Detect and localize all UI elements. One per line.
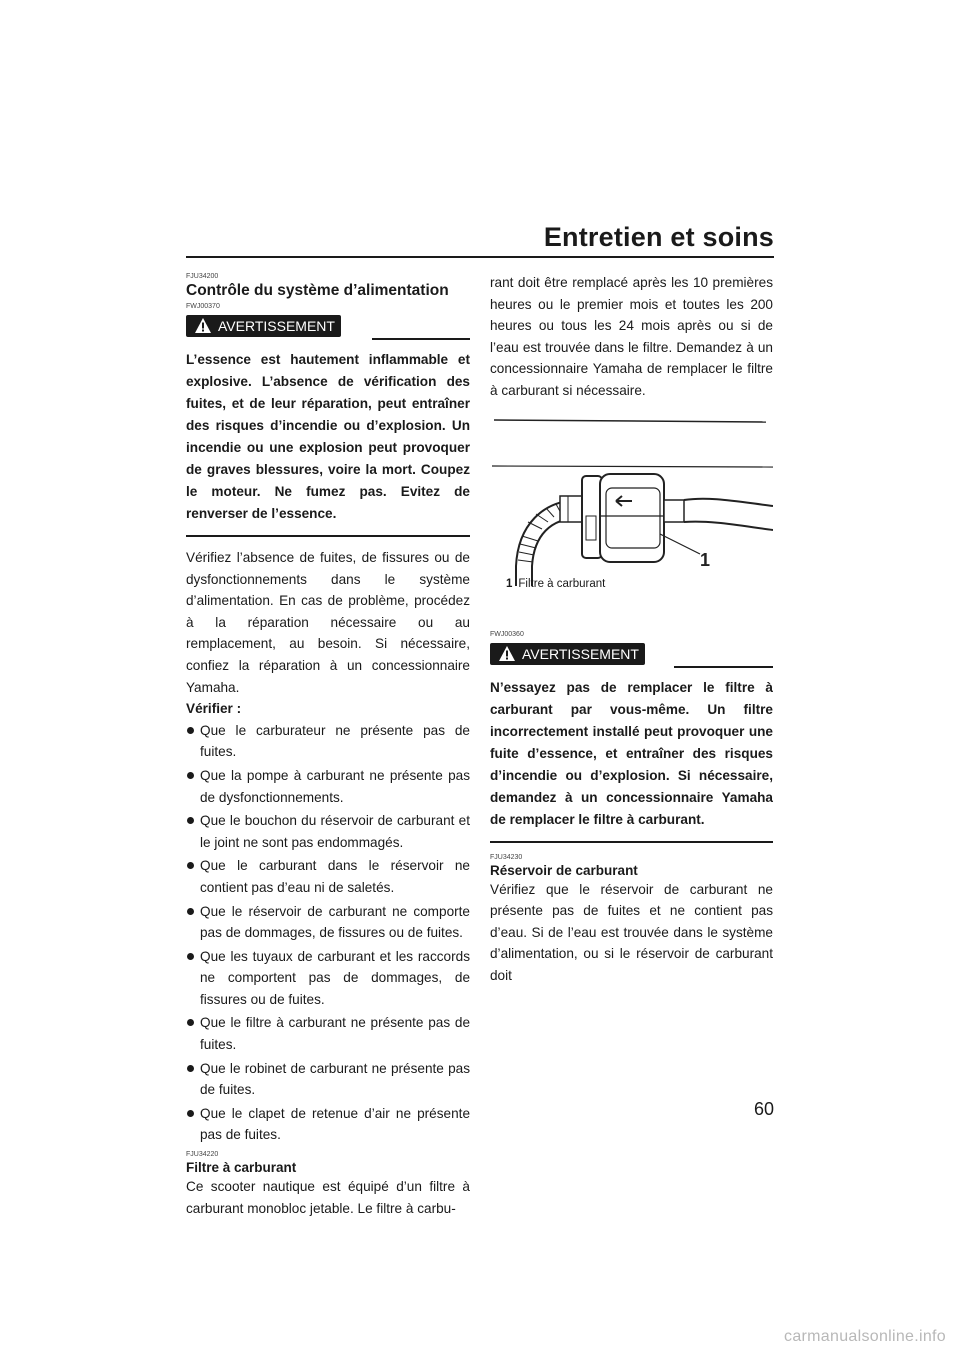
section-title-fuel-filter: Filtre à carburant	[186, 1160, 297, 1176]
check-label: Vérifier :	[186, 701, 242, 717]
check-list	[186, 720, 470, 1146]
paragraph: Vérifiez l’absence de fuites, de fissures ou de dysfonctionnements dans le système d’alimentation. En cas de problème, procédez à la réparation nécessaire ou au remplacement, au besoin. Si nécessaire, confiez la réparation à un concessionnaire Yamaha.	[186, 550, 470, 695]
warning-triangle-icon	[194, 317, 212, 334]
paragraph: rant doit être remplacé après les 10 premières heures ou le premier mois et toutes les 200 heures ou tous les 24 mois après ou si de l’eau est trouvée dans le filtre. Demandez à un concessionnaire Yamaha de remplacer le filtre à carburant si nécessaire.	[490, 275, 773, 398]
warning-rule	[674, 666, 773, 668]
paragraph: Ce scooter nautique est équipé d’un filtre à carburant monobloc jetable. Le filtre à carbu-	[186, 1179, 470, 1216]
warning-label: AVERTISSEMENT	[218, 318, 335, 334]
warning-bottom-rule	[490, 841, 773, 843]
left-column	[186, 272, 470, 1219]
section-code: FJU34200	[186, 273, 219, 280]
caption-text: Filtre à carburant	[518, 577, 606, 590]
fuel-filter-figure	[490, 416, 773, 606]
right-column	[490, 272, 773, 987]
page-title: Entretien et soins	[543, 222, 774, 252]
warning-rule	[372, 338, 470, 340]
list-item: Que le bouchon du réservoir de carburant et le joint ne sont pas endommagés.	[186, 810, 470, 853]
warning-text: N’essayez pas de remplacer le filtre à carburant par vous-même. Un filtre incorrectement installé peut provoquer une fuite d’essence, et entraîner des risques d’incendie ou d’explosion. Si nécessaire, demandez à un concessionnaire Yamaha de remplacer le filtre à carburant.	[490, 679, 773, 827]
section-code: FJU34230	[490, 853, 523, 861]
list-item: Que le robinet de carburant ne présente pas de fuites.	[186, 1058, 470, 1101]
list-item: Que le réservoir de carburant ne comporte pas de dommages, de fissures ou de fuites.	[186, 901, 470, 944]
warning-bottom-rule	[186, 535, 470, 537]
warning-code: FWJ00360	[490, 630, 524, 638]
figure-callout-number: 1	[700, 549, 711, 570]
warning-label: AVERTISSEMENT	[522, 645, 639, 662]
header-rule	[186, 256, 774, 258]
list-item: Que les tuyaux de carburant et les raccords ne comportent pas de dommages, de fissures ou de fuites.	[186, 946, 470, 1011]
watermark: carmanualsonline.info	[784, 1328, 946, 1345]
warning-badge	[490, 643, 645, 665]
warning-text: L’essence est hautement inflammable et explosive. L’absence de vérification des fuites, et de leur réparation, peut entraîner des risques d’incendie ou d’explosion. Un incendie ou une explosion peut provoquer de graves blessures, voire la mort. Coupez le moteur. Ne fumez pas. Evitez de renverser de l’essence.	[186, 352, 470, 521]
section-title-fuel-tank: Réservoir de carburant	[490, 862, 638, 878]
figure-caption	[506, 578, 605, 590]
warning-header	[186, 311, 470, 345]
paragraph: Vérifiez que le réservoir de carburant ne présente pas de fuites et ne contient pas d’eau. Si de l’eau est trouvée dans le système d’alimentation, ou si le réservoir de carburant doit	[490, 881, 773, 983]
fuel-filter-illustration	[490, 416, 773, 586]
section-code: FJU34220	[186, 1151, 219, 1159]
warning-code: FWJ00370	[186, 303, 220, 310]
warning-badge	[186, 315, 341, 337]
caption-number: 1	[506, 577, 513, 590]
warning-triangle-icon	[498, 645, 516, 662]
list-item: Que le carburateur ne présente pas de fuites.	[186, 720, 470, 763]
section-title-fuel-system: Contrôle du système d’alimentation	[186, 282, 449, 299]
page-number: 60	[753, 1099, 774, 1119]
list-item: Que le carburant dans le réservoir ne contient pas d’eau ni de saletés.	[186, 855, 470, 898]
list-item: Que la pompe à carburant ne présente pas de dysfonctionnements.	[186, 765, 470, 808]
warning-header	[490, 639, 773, 673]
list-item: Que le filtre à carburant ne présente pas de fuites.	[186, 1012, 470, 1055]
list-item: Que le clapet de retenue d’air ne présente pas de fuites.	[186, 1103, 470, 1146]
